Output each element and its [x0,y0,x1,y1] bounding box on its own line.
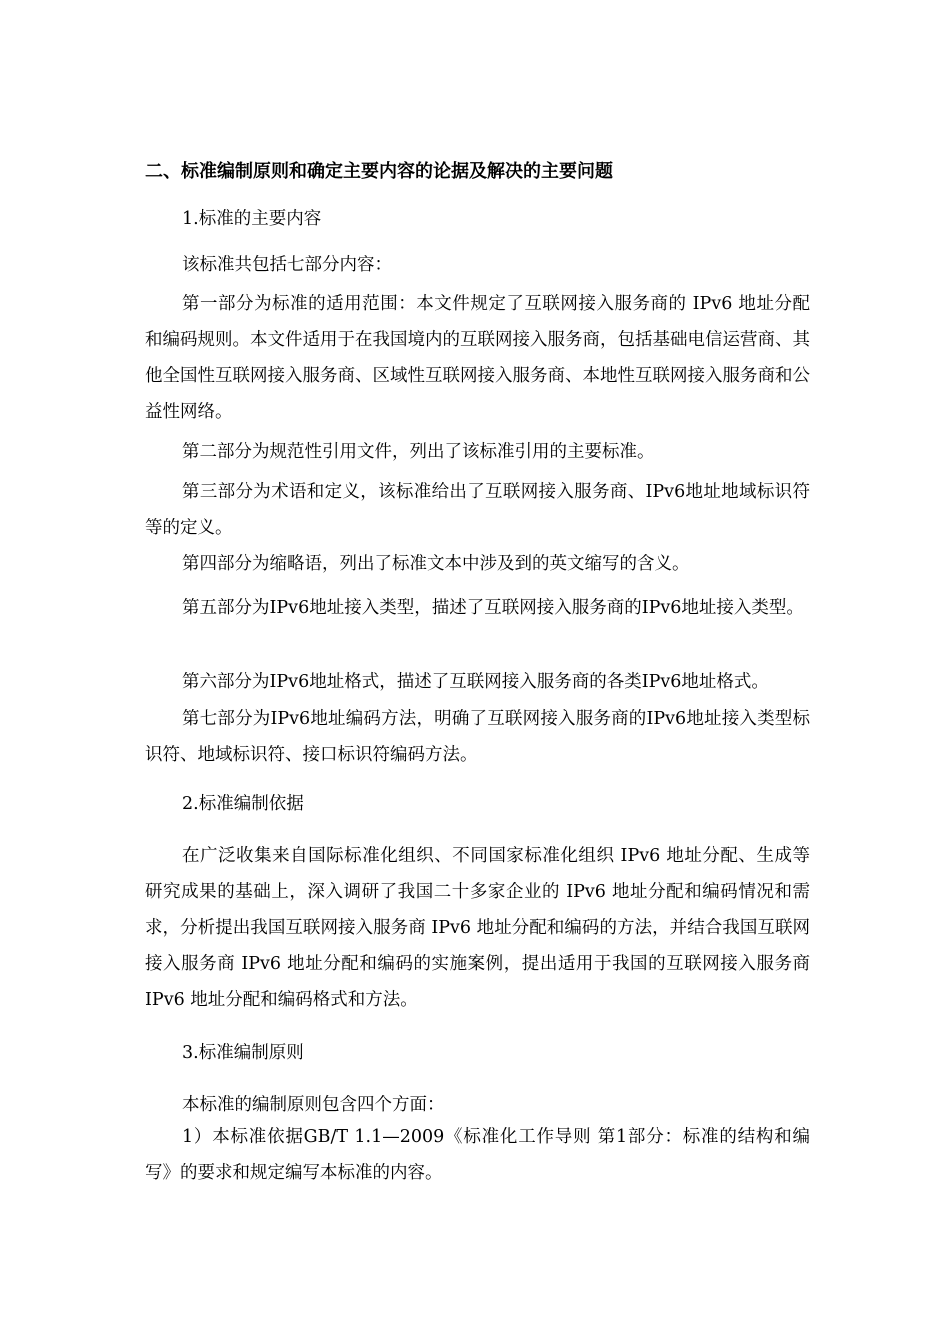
paragraph-basis: 在广泛收集来自国际标准化组织、不同国家标准化组织 IPv6 地址分配、生成等研究成果的基础上，深入调研了我国二十多家企业的 IPv6 地址分配和编码情况和需求，分析提出我国互联网接入服务商 IPv6 地址分配和编码的方法，并结合我国互联网接入服务商 IPv6 地址分配和编码的实施案例，提出适用于我国的互联网接入服务商 IPv6 地址分配和编码格式和方法。 [145,846,810,1010]
subheading-basis: 2.标准编制依据 [182,794,304,814]
paragraph-part-3: 第三部分为术语和定义，该标准给出了互联网接入服务商、IPv6地址地域标识符等的定义。 [145,482,810,538]
paragraph-part-4: 第四部分为缩略语，列出了标准文本中涉及到的英文缩写的含义。 [182,554,690,574]
paragraph-intro: 该标准共包括七部分内容： [182,255,392,275]
paragraph-part-5: 第五部分为IPv6地址接入类型，描述了互联网接入服务商的IPv6地址接入类型。 [182,598,804,618]
section-title: 二、标准编制原则和确定主要内容的论据及解决的主要问题 [145,161,613,182]
paragraph-part-2: 第二部分为规范性引用文件，列出了该标准引用的主要标准。 [182,442,655,462]
subheading-main-content: 1.标准的主要内容 [182,209,322,229]
paragraph-part-1: 第一部分为标准的适用范围：本文件规定了互联网接入服务商的 IPv6 地址分配和编码规则。本文件适用于在我国境内的互联网接入服务商，包括基础电信运营商、其他全国性互联网接入服务商、区域性互联网接入服务商、本地性互联网接入服务商和公益性网络。 [145,294,810,422]
subheading-principles: 3.标准编制原则 [182,1043,304,1063]
paragraph-part-7: 第七部分为IPv6地址编码方法，明确了互联网接入服务商的IPv6地址接入类型标识符、地域标识符、接口标识符编码方法。 [145,709,810,765]
paragraph-part-6: 第六部分为IPv6地址格式，描述了互联网接入服务商的各类IPv6地址格式。 [182,672,769,692]
paragraph-principle-1: 1）本标准依据GB/T 1.1—2009《标准化工作导则 第1部分：标准的结构和编写》的要求和规定编写本标准的内容。 [145,1127,810,1183]
paragraph-principles-intro: 本标准的编制原则包含四个方面： [182,1095,445,1115]
